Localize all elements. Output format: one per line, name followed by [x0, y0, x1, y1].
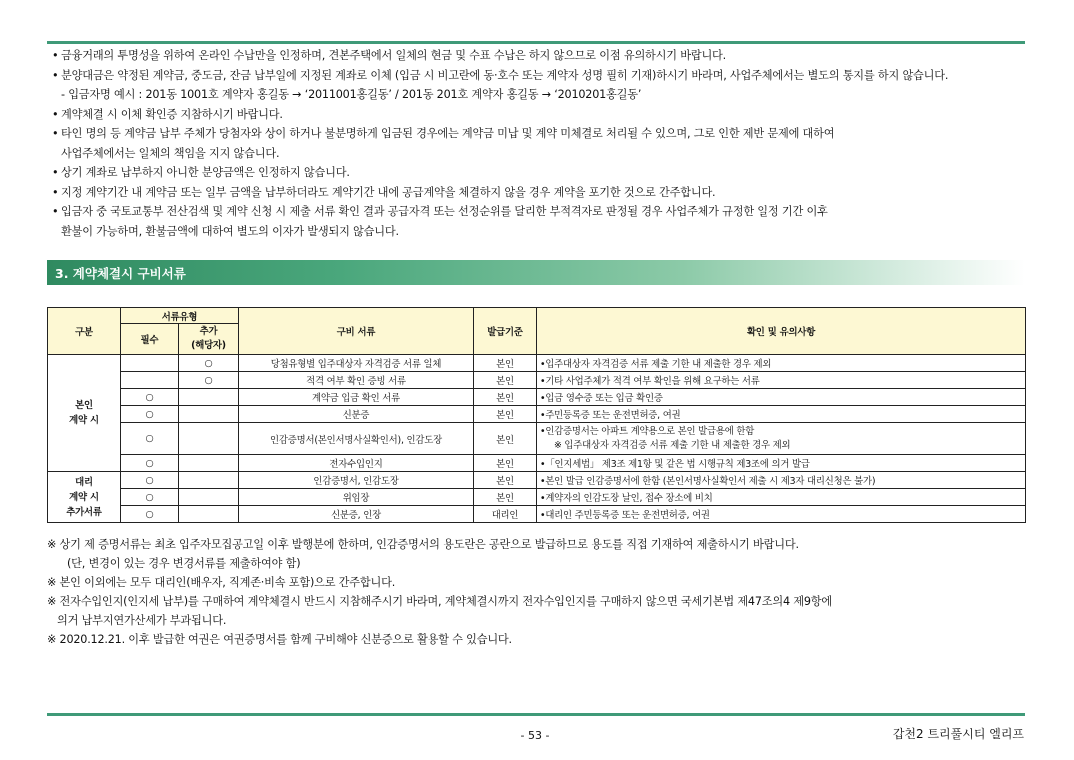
col-header-notes: 확인 및 유의사항: [537, 308, 1026, 355]
table-row: [48, 455, 1026, 472]
additional-mark: [179, 472, 239, 489]
notice-line: • 지정 계약기간 내 계약금 또는 일부 금액을 납부하더라도 계약기간 내에 공급계약을 체결하지 않을 경우 계약을 포기한 것으로 간주합니다.: [52, 185, 716, 199]
note: •주민등록증 또는 운전면허증, 여권: [537, 406, 1026, 423]
issuer: 본인: [474, 472, 537, 489]
document-name: 신분증, 인장: [239, 506, 474, 523]
notice-line: • 분양대금은 약정된 계약금, 중도금, 잔금 납부일에 지정된 계좌로 이체 (입금 시 비고란에 동·호수 또는 계약자 성명 필히 기재)하시기 바라며, 사업주체에서는 별도의 통지를 하지 않습니다.: [52, 68, 949, 82]
document-name: 인감증명서(본인서명사실확인서), 인감도장: [239, 423, 474, 455]
issuer: 본인: [474, 423, 537, 455]
notice-line: • 상기 계좌로 납부하지 아니한 분양금액은 인정하지 않습니다.: [52, 166, 350, 179]
table-header-row: [48, 308, 1026, 324]
table-row: [48, 372, 1026, 389]
issuer: 본인: [474, 389, 537, 406]
document-name: 인감증명서, 인감도장: [239, 472, 474, 489]
page-number: - 53 -: [520, 729, 550, 742]
note: •「인지세법」 제3조 제1항 및 같은 법 시행규칙 제3조에 의거 발급: [537, 455, 1026, 472]
required-mark: [121, 372, 179, 389]
col-header-doc-type: 서류유형: [121, 308, 239, 324]
document-name: 적격 여부 확인 증빙 서류: [239, 372, 474, 389]
issuer: 본인: [474, 455, 537, 472]
document-title: 갑천2 트리풀시티 엘리프: [892, 727, 1024, 741]
issuer: 대리인: [474, 506, 537, 523]
issuer: 본인: [474, 372, 537, 389]
notice-line: • 계약체결 시 이체 확인증 지참하시기 바랍니다.: [52, 107, 283, 121]
footnote-line: ※ 상기 제 증명서류는 최초 입주자모집공고일 이후 발행분에 한하며, 인감증명서의 용도란은 공란으로 발급하므로 용도를 직접 기재하여 제출하시기 바랍니다.: [47, 538, 799, 551]
notice-line: - 입금자명 예시 : 201동 1001호 계약자 홍길동 → ‘2011001홍길동’ / 201동 201호 계약자 홍길동 → ‘2010201홍길동’: [61, 88, 642, 101]
bottom-divider: [47, 713, 1025, 716]
required-mark: ○: [121, 489, 179, 506]
section-header: [47, 260, 1025, 285]
document-name: 계약금 입금 확인 서류: [239, 389, 474, 406]
col-header-required: 필수: [121, 324, 179, 355]
notice-line: 환불이 가능하며, 환불금액에 대하여 별도의 이자가 발생되지 않습니다.: [61, 224, 399, 238]
payment-notice-list: [52, 46, 1042, 241]
notice-line: 사업주체에서는 일체의 책임을 지지 않습니다.: [61, 146, 280, 160]
additional-mark: [179, 406, 239, 423]
table-row: [48, 472, 1026, 489]
footnote-line: (단, 변경이 있는 경우 변경서류를 제출하여야 함): [67, 557, 301, 570]
top-divider: [47, 41, 1025, 44]
required-mark: ○: [121, 506, 179, 523]
notice-line: • 입금자 중 국토교통부 전산검색 및 계약 신청 시 제출 서류 확인 결과 공급자격 또는 선정순위를 달리한 부적격자로 판정될 경우 사업주체가 규정한 일정 기간 이후: [52, 205, 828, 218]
section-title: 3. 계약체결시 구비서류: [55, 266, 186, 281]
issuer: 본인: [474, 406, 537, 423]
additional-mark: [179, 423, 239, 455]
table-row: [48, 423, 1026, 455]
footnote-line: ※ 2020.12.21. 이후 발급한 여권은 여권증명서를 함께 구비해야 신분증으로 활용할 수 있습니다.: [47, 633, 512, 646]
col-header-issuer: 발급기준: [474, 308, 537, 355]
footnotes: [47, 535, 1027, 649]
table-row: [48, 406, 1026, 423]
additional-mark: ○: [179, 372, 239, 389]
document-name: 당첨유형별 입주대상자 자격검증 서류 일체: [239, 355, 474, 372]
group-proxy-contract: 대리 계약 시 추가서류: [48, 472, 121, 523]
issuer: 본인: [474, 489, 537, 506]
document-name: 전자수입인지: [239, 455, 474, 472]
table-row: [48, 506, 1026, 523]
note: •기타 사업주체가 적격 여부 확인을 위해 요구하는 서류: [537, 372, 1026, 389]
col-header-documents: 구비 서류: [239, 308, 474, 355]
additional-mark: [179, 489, 239, 506]
required-mark: ○: [121, 472, 179, 489]
required-mark: [121, 355, 179, 372]
note: •인감증명서는 아파트 계약용으로 본인 발급용에 한함 ※ 입주대상자 자격검증 서류 제출 기한 내 제출한 경우 제외: [537, 423, 1026, 455]
footnote-line: 의거 납부지연가산세가 부과됩니다.: [57, 614, 227, 627]
additional-mark: [179, 455, 239, 472]
note: •대리인 주민등록증 또는 운전면허증, 여권: [537, 506, 1026, 523]
required-mark: ○: [121, 389, 179, 406]
required-mark: ○: [121, 423, 179, 455]
required-mark: ○: [121, 406, 179, 423]
note: •입금 영수증 또는 입금 확인증: [537, 389, 1026, 406]
additional-mark: ○: [179, 355, 239, 372]
note: •입주대상자 자격검증 서류 제출 기한 내 제출한 경우 제외: [537, 355, 1026, 372]
required-documents-table: [47, 307, 1026, 523]
additional-mark: [179, 506, 239, 523]
document-name: 신분증: [239, 406, 474, 423]
required-mark: ○: [121, 455, 179, 472]
col-header-additional: 추가 (해당자): [179, 324, 239, 355]
notice-line: • 금융거래의 투명성을 위하여 온라인 수납만을 인정하며, 견본주택에서 일체의 현금 및 수표 수납은 하지 않으므로 이점 유의하시기 바랍니다.: [52, 49, 727, 62]
note: •본인 발급 인감증명서에 한함 (본인서명사실확인서 제출 시 제3자 대리신청은 불가): [537, 472, 1026, 489]
notice-line: • 타인 명의 등 계약금 납부 주체가 당첨자와 상이 하거나 불분명하게 입금된 경우에는 계약금 미납 및 계약 미체결로 처리될 수 있으며, 그로 인한 제반 문제에 대하여: [52, 127, 835, 140]
document-name: 위임장: [239, 489, 474, 506]
col-header-category: 구분: [48, 308, 121, 355]
group-self-contract: 본인 계약 시: [48, 355, 121, 472]
table-row: [48, 489, 1026, 506]
issuer: 본인: [474, 355, 537, 372]
table-row: [48, 355, 1026, 372]
additional-mark: [179, 389, 239, 406]
footnote-line: ※ 전자수입인지(인지세 납부)를 구매하여 계약체결시 반드시 지참해주시기 바라며, 계약체결시까지 전자수입인지를 구매하지 않으면 국세기본법 제47조의4 제9항에: [47, 595, 832, 608]
note: •계약자의 인감도장 날인, 접수 장소에 비치: [537, 489, 1026, 506]
table-row: [48, 389, 1026, 406]
footnote-line: ※ 본인 이외에는 모두 대리인(배우자, 직계존·비속 포함)으로 간주합니다.: [47, 576, 396, 589]
